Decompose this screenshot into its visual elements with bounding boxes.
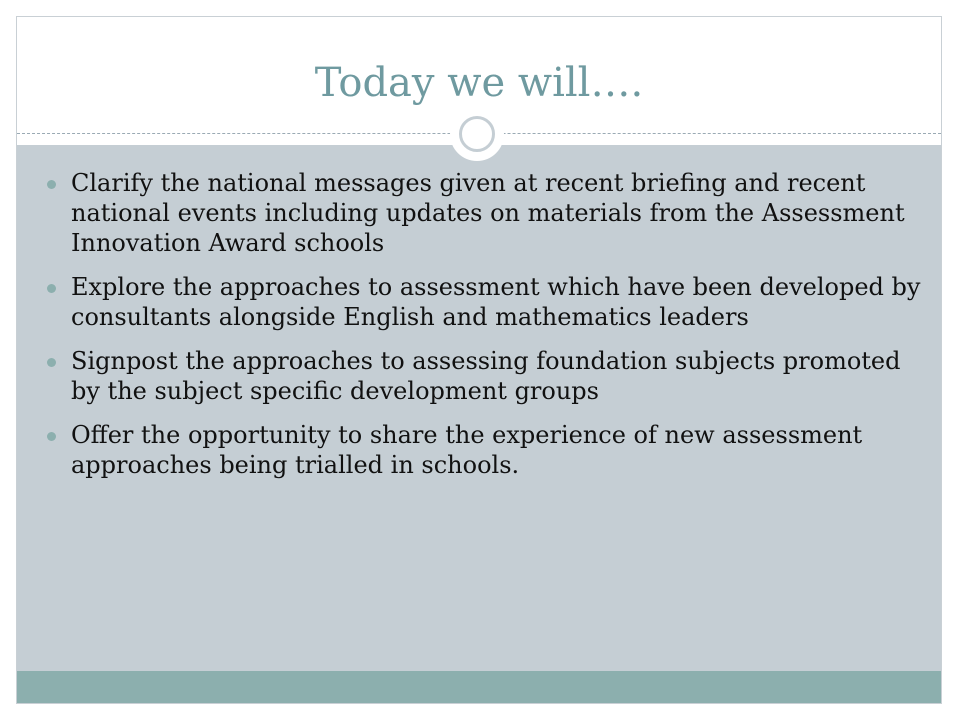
bullet-text: Offer the opportunity to share the experience of new assessment approaches being trialled in schools.: [71, 421, 863, 479]
list-item: [45, 346, 925, 406]
list-item: [45, 168, 925, 258]
slide-title: Today we will….: [314, 60, 644, 106]
bullet-list: [45, 168, 925, 494]
footer-bar: [17, 671, 941, 703]
bullet-text: Explore the approaches to assessment which have been developed by consultants alongside English and mathematics leaders: [71, 273, 921, 331]
list-item: [45, 272, 925, 332]
bullet-text: Clarify the national messages given at recent briefing and recent national events including updates on materials from the Assessment Innovation Award schools: [71, 169, 905, 257]
decorative-ring-icon: [459, 116, 495, 152]
bullet-dot-icon: [47, 180, 56, 189]
bullet-text: Signpost the approaches to assessing foundation subjects promoted by the subject specific development groups: [71, 347, 901, 405]
bullet-dot-icon: [47, 432, 56, 441]
list-item: [45, 420, 925, 480]
bullet-dot-icon: [47, 358, 56, 367]
bullet-dot-icon: [47, 284, 56, 293]
